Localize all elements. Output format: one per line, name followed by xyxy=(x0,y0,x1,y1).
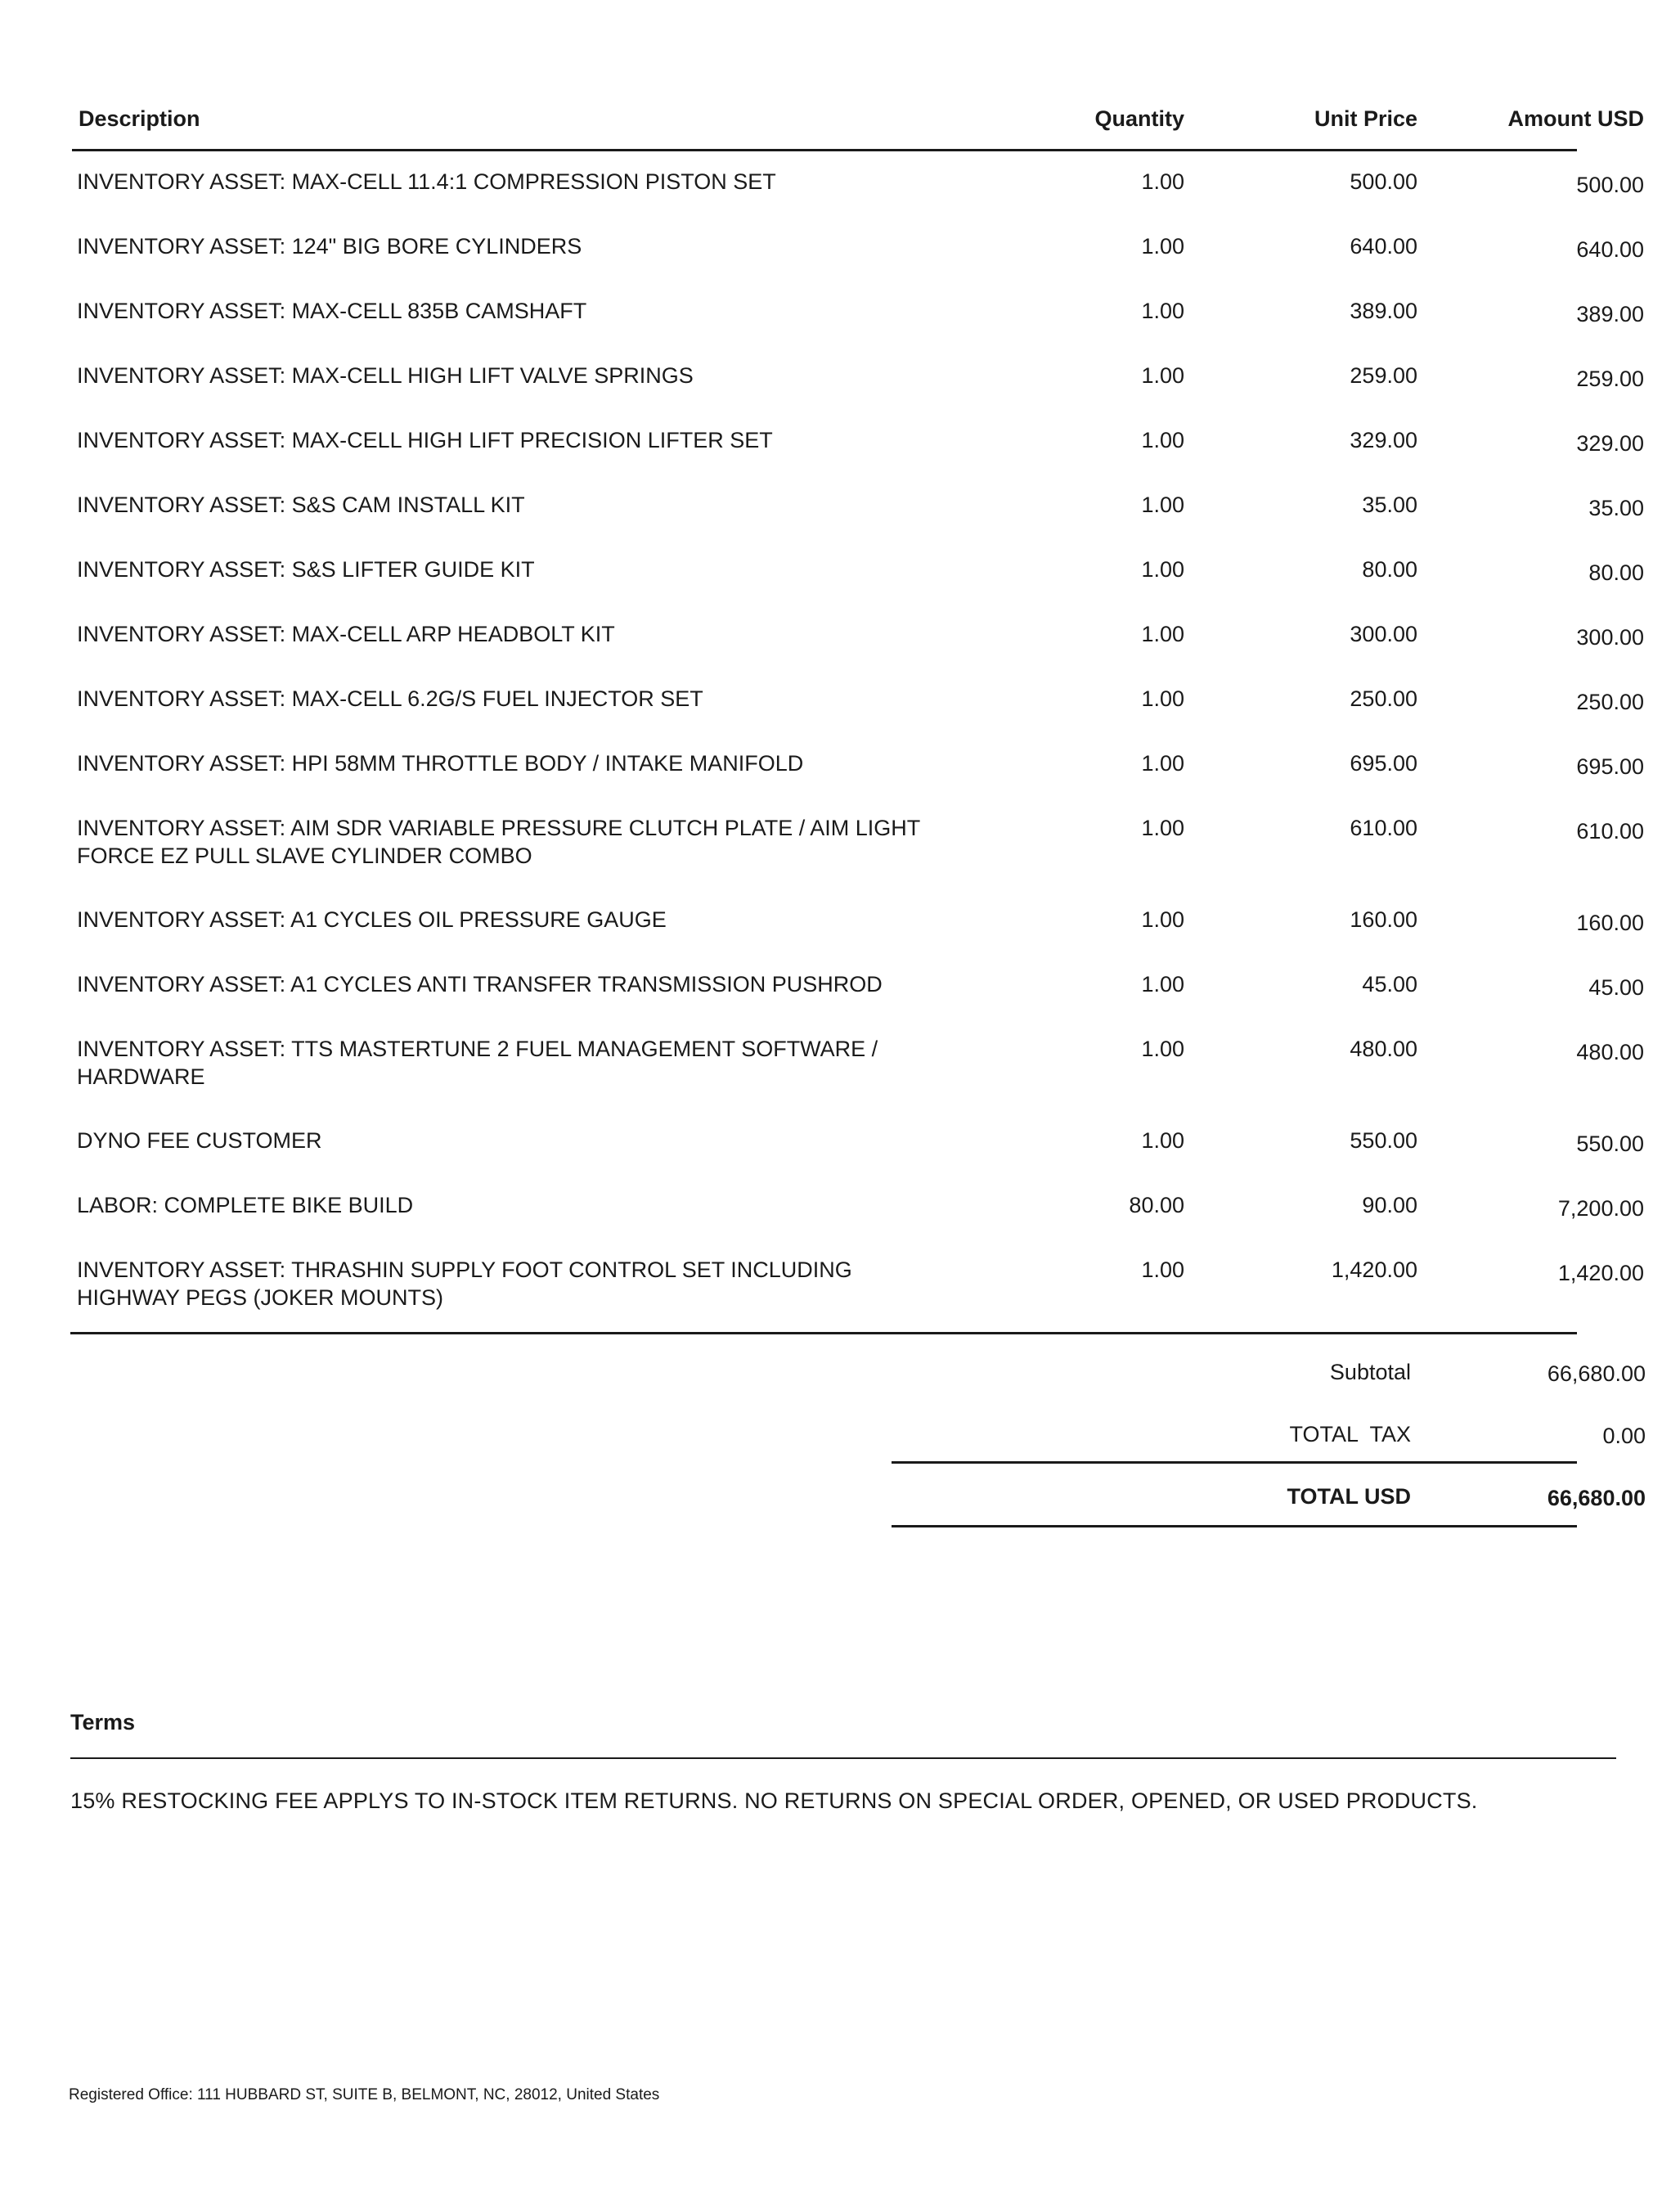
item-amount: 500.00 xyxy=(1576,173,1644,197)
table-row xyxy=(72,297,1644,362)
item-unit-price: 550.00 xyxy=(1350,1128,1417,1153)
subtotal-row xyxy=(892,1342,1646,1404)
item-amount: 640.00 xyxy=(1576,237,1644,262)
item-unit-price: 300.00 xyxy=(1350,622,1417,646)
column-header-quantity: Quantity xyxy=(1094,106,1184,131)
item-unit-price: 1,420.00 xyxy=(1331,1257,1417,1282)
column-header-unit-price: Unit Price xyxy=(1314,106,1417,131)
line-items xyxy=(72,168,1644,1347)
item-quantity: 1.00 xyxy=(1141,816,1184,840)
item-quantity: 1.00 xyxy=(1141,972,1184,997)
table-row xyxy=(72,426,1644,491)
item-description: LABOR: COMPLETE BIKE BUILD xyxy=(77,1193,414,1217)
item-quantity: 1.00 xyxy=(1141,907,1184,932)
subtotal-value: 66,680.00 xyxy=(1547,1361,1646,1386)
item-amount: 610.00 xyxy=(1576,819,1644,844)
table-row xyxy=(72,491,1644,556)
item-description: INVENTORY ASSET: S&S LIFTER GUIDE KIT xyxy=(77,557,535,582)
table-row xyxy=(72,1191,1644,1256)
total-top-rule xyxy=(892,1461,1577,1464)
totals-block xyxy=(892,1342,1646,1528)
item-quantity: 1.00 xyxy=(1141,169,1184,194)
item-unit-price: 480.00 xyxy=(1350,1037,1417,1061)
item-quantity: 1.00 xyxy=(1141,234,1184,259)
column-header-amount: Amount USD xyxy=(1507,106,1644,131)
table-header xyxy=(72,98,1644,151)
tax-label: TOTAL TAX xyxy=(1289,1422,1411,1446)
item-quantity: 1.00 xyxy=(1141,1037,1184,1061)
item-description: INVENTORY ASSET: MAX-CELL 11.4:1 COMPRESSION PISTON SET xyxy=(77,169,776,194)
item-quantity: 1.00 xyxy=(1141,1257,1184,1282)
item-unit-price: 610.00 xyxy=(1350,816,1417,840)
item-unit-price: 329.00 xyxy=(1350,428,1417,452)
item-amount: 250.00 xyxy=(1576,690,1644,714)
item-amount: 550.00 xyxy=(1576,1131,1644,1156)
item-unit-price: 259.00 xyxy=(1350,363,1417,388)
table-row xyxy=(72,362,1644,426)
table-row xyxy=(72,232,1644,297)
table-row xyxy=(72,168,1644,232)
table-row xyxy=(72,814,1644,906)
item-amount: 35.00 xyxy=(1588,496,1644,520)
table-row xyxy=(72,620,1644,685)
item-description: INVENTORY ASSET: HPI 58MM THROTTLE BODY / INTAKE MANIFOLD xyxy=(77,751,804,776)
table-row xyxy=(72,906,1644,970)
item-amount: 7,200.00 xyxy=(1557,1196,1644,1221)
item-quantity: 1.00 xyxy=(1141,622,1184,646)
item-description: INVENTORY ASSET: S&S CAM INSTALL KIT xyxy=(77,493,525,517)
item-description: INVENTORY ASSET: MAX-CELL 835B CAMSHAFT xyxy=(77,299,587,323)
item-amount: 300.00 xyxy=(1576,625,1644,650)
item-unit-price: 80.00 xyxy=(1362,557,1417,582)
total-label: TOTAL USD xyxy=(1287,1484,1411,1509)
item-amount: 259.00 xyxy=(1576,367,1644,391)
table-row xyxy=(72,556,1644,620)
item-unit-price: 160.00 xyxy=(1350,907,1417,932)
item-description: INVENTORY ASSET: AIM SDR VARIABLE PRESSURE CLUTCH PLATE / AIM LIGHT FORCE EZ PULL SLAVE CYLINDER COMBO xyxy=(77,816,920,868)
terms-rule xyxy=(70,1757,1616,1759)
item-description: INVENTORY ASSET: A1 CYCLES OIL PRESSURE GAUGE xyxy=(77,907,667,932)
tax-row xyxy=(892,1404,1646,1466)
item-amount: 329.00 xyxy=(1576,431,1644,456)
item-unit-price: 35.00 xyxy=(1362,493,1417,517)
item-amount: 1,420.00 xyxy=(1557,1261,1644,1285)
item-amount: 389.00 xyxy=(1576,302,1644,326)
item-amount: 80.00 xyxy=(1588,560,1644,585)
item-description: INVENTORY ASSET: THRASHIN SUPPLY FOOT CONTROL SET INCLUDING HIGHWAY PEGS (JOKER MOUNTS) xyxy=(77,1257,852,1310)
item-unit-price: 695.00 xyxy=(1350,751,1417,776)
item-quantity: 1.00 xyxy=(1141,751,1184,776)
table-row xyxy=(72,1035,1644,1127)
item-unit-price: 45.00 xyxy=(1362,972,1417,997)
column-header-description: Description xyxy=(79,106,200,131)
item-unit-price: 90.00 xyxy=(1362,1193,1417,1217)
item-quantity: 1.00 xyxy=(1141,428,1184,452)
item-amount: 160.00 xyxy=(1576,911,1644,935)
subtotal-label: Subtotal xyxy=(1329,1360,1411,1384)
item-unit-price: 640.00 xyxy=(1350,234,1417,259)
item-description: INVENTORY ASSET: TTS MASTERTUNE 2 FUEL MANAGEMENT SOFTWARE / HARDWARE xyxy=(77,1037,878,1089)
table-row xyxy=(72,970,1644,1035)
item-quantity: 80.00 xyxy=(1129,1193,1184,1217)
item-description: INVENTORY ASSET: A1 CYCLES ANTI TRANSFER TRANSMISSION PUSHROD xyxy=(77,972,883,997)
item-quantity: 1.00 xyxy=(1141,299,1184,323)
item-description: DYNO FEE CUSTOMER xyxy=(77,1128,322,1153)
table-row xyxy=(72,749,1644,814)
table-bottom-rule xyxy=(70,1332,1577,1334)
table-row xyxy=(72,1127,1644,1191)
item-amount: 480.00 xyxy=(1576,1040,1644,1064)
item-quantity: 1.00 xyxy=(1141,557,1184,582)
item-description: INVENTORY ASSET: MAX-CELL 6.2G/S FUEL INJECTOR SET xyxy=(77,686,703,711)
item-description: INVENTORY ASSET: MAX-CELL HIGH LIFT PRECISION LIFTER SET xyxy=(77,428,773,452)
total-bottom-rule xyxy=(892,1525,1577,1527)
item-quantity: 1.00 xyxy=(1141,493,1184,517)
item-unit-price: 250.00 xyxy=(1350,686,1417,711)
item-description: INVENTORY ASSET: 124" BIG BORE CYLINDERS xyxy=(77,234,582,259)
total-value: 66,680.00 xyxy=(1547,1486,1646,1510)
item-amount: 695.00 xyxy=(1576,754,1644,779)
item-amount: 45.00 xyxy=(1588,975,1644,1000)
item-quantity: 1.00 xyxy=(1141,363,1184,388)
registered-office-footer: Registered Office: 111 HUBBARD ST, SUITE B, BELMONT, NC, 28012, United States xyxy=(69,2086,660,2103)
item-quantity: 1.00 xyxy=(1141,1128,1184,1153)
item-unit-price: 500.00 xyxy=(1350,169,1417,194)
terms-title: Terms xyxy=(70,1710,136,1734)
total-row xyxy=(892,1466,1646,1528)
item-description: INVENTORY ASSET: MAX-CELL ARP HEADBOLT KIT xyxy=(77,622,615,646)
terms-text: 15% RESTOCKING FEE APPLYS TO IN-STOCK ITEM RETURNS. NO RETURNS ON SPECIAL ORDER, OPENED, OR USED PRODUCTS. xyxy=(70,1788,1478,1813)
table-row xyxy=(72,685,1644,749)
item-description: INVENTORY ASSET: MAX-CELL HIGH LIFT VALVE SPRINGS xyxy=(77,363,694,388)
item-unit-price: 389.00 xyxy=(1350,299,1417,323)
item-quantity: 1.00 xyxy=(1141,686,1184,711)
tax-value: 0.00 xyxy=(1602,1424,1646,1448)
